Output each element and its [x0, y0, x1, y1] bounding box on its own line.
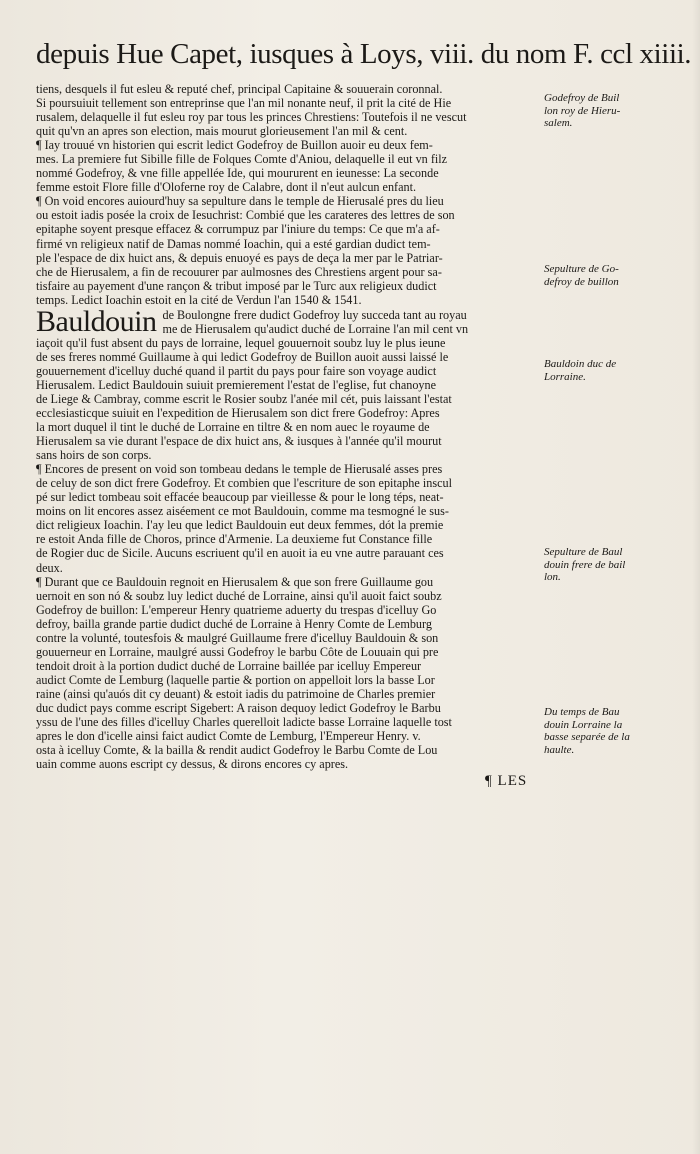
text-line: uernoit en son nó & soubz luy ledict duché de Lorraine, ainsi qu'il auoit faict soubz [36, 588, 442, 603]
text-line: rusalem, delaquelle il fut esleu roy par tous les princes Chrestiens: Toutefois il ne vescut [36, 110, 467, 125]
text-line: gouuerneur en Lorraine, maulgré aussi Godefroy le barbu Côte de Louuain qui pre [36, 644, 439, 659]
text-line: contre la volunté, toutesfois & maulgré Guillaume frere d'icelluy Bauldouin & son [36, 630, 439, 645]
margin-note-basse-lorraine [544, 706, 682, 756]
paragraph-block-1 [36, 82, 540, 307]
text-line: quit qu'vn an apres son election, mais mourut glorieusement l'an mil & cent. [36, 124, 408, 139]
text-line: dict religieux Ioachin. I'ay leu que ledict Bauldouin eut deux femmes, dót la premie [36, 518, 444, 533]
margin-line: lon. [544, 571, 561, 583]
margin-line: Du temps de Bau [544, 706, 620, 718]
margin-line: lon roy de Hieru- [544, 104, 621, 117]
text-line: re estoit Anda fille de Choros, prince d'Armenie. La deuxieme fut Constance fille [36, 532, 433, 547]
catchword: ¶ LES [485, 773, 528, 789]
margin-note-sepulture-godefroy [544, 263, 682, 288]
text-line: mes. La premiere fut Sibille fille de Folques Comte d'Aniou, delaquelle il eut vn filz [36, 152, 448, 167]
bauldouin-heading-line [36, 304, 540, 338]
text-line: uain comme auons escript cy dessus, & dirons encores cy apres. [36, 757, 349, 772]
text-line: sans hoirs de son corps. [36, 448, 152, 463]
text-line: tendoit droit à la portion dudict duché de Lorraine baillée par icelluy Empereur [36, 658, 422, 673]
text-line: moins on lit encores assez aiséement ce mot Bauldouin, comme ma tesmogné le sus- [36, 504, 449, 519]
text-line: me de Hierusalem qu'audict duché de Lorraine l'an mil cent vn [162, 321, 469, 336]
running-head: depuis Hue Capet, iusques à Loys, viii. du nom F. ccl xiiii. [36, 38, 692, 70]
text-line: duc dudict pays comme escript Sigebert: A raison dequoy ledict Godefroy le Barbu [36, 700, 441, 715]
margin-note-sepulture-bauldouin [544, 546, 682, 584]
text-line: ¶ On void encores auiourd'huy sa sepulture dans le temple de Hierusalé pres du lieu [36, 194, 444, 209]
text-line: ¶ Encores de present on void son tombeau dedans le temple de Hierusalé asses pres [36, 462, 443, 477]
text-line: osta à icelluy Comte, & la bailla & rendit audict Godefroy le Barbu Comte de Lou [36, 743, 438, 758]
margin-line: Sepulture de Baul [544, 546, 623, 558]
drop-word: Bauldouin [36, 304, 157, 338]
text-line: ou estoit iadis posée la croix de Iesuchrist: Combié que les carateres des lettres de son [36, 208, 455, 223]
text-line: ecclesiasticque suiuit en l'expedition de Hierusalem son dict frere Godefroy: Apres [36, 405, 440, 420]
text-line: apres le don d'icelle ainsi faict audict Comte de Lemburg, l'Empereur Henry. v. [36, 729, 421, 744]
margin-note-godefroy-roy [544, 92, 682, 130]
margin-line: Lorraine. [544, 370, 586, 383]
text-line: Hierusalem. Ledict Bauldouin suiuit premierement l'estat de l'eglise, fut chanoyne [36, 377, 437, 392]
text-line: de Rogier duc de Sicile. Aucuns escriuent qu'il en auoit ia eu vne autre parauant ces [36, 546, 444, 561]
margin-line: Sepulture de Go- [544, 263, 619, 275]
text-line: de celuy de son dict frere Godefroy. Et combien que l'escriture de son epitaphe inscul [36, 476, 452, 491]
text-line: firmé vn religieux natif de Damas nommé Ioachin, qui a esté gardian dudict tem- [36, 236, 431, 251]
text-line: deux. [36, 560, 63, 575]
text-line: de ses freres nommé Guillaume à qui ledict Godefroy de Buillon auoit aussi laissé le [36, 349, 449, 364]
text-line: temps. Ledict Ioachin estoit en la cité de Verdun l'an 1540 & 1541. [36, 292, 362, 307]
text-line: de Liege & Cambray, comme escrit le Rosier soubz l'anée mil cét, puis laissant l'estat [36, 391, 452, 406]
margin-line: basse separée de la [544, 731, 630, 743]
text-line: ple l'espace de dix huict ans, & depuis enuoyé es pays de deça la mer par le Patriar- [36, 250, 443, 265]
margin-line: Godefroy de Buil [544, 92, 620, 104]
text-line: Si poursuiuit tellement son entreprinse que l'an mil nonante neuf, il prit la cité de Hie [36, 96, 452, 111]
text-line: ¶ Iay trouué vn historien qui escrit ledict Godefroy de Buillon auoir eu deux fem- [36, 138, 433, 153]
text-line: defroy, bailla grande partie dudict duché de Lorraine à Henry Comte de Lemburg [36, 616, 432, 631]
paragraph-block-2 [36, 336, 540, 771]
text-line: de Boulongne frere dudict Godefroy luy succeda tant au royau [162, 307, 467, 322]
text-line: nommé Godefroy, & vne fille appellée Ide, qui moururent en ieunesse: La seconde [36, 166, 439, 181]
margin-line: douin Lorraine la [544, 718, 623, 731]
margin-line: Bauldoin duc de [544, 358, 617, 370]
text-line: femme estoit Flore fille d'Oloferne roy de Calabre, dont il n'eut aulcun enfant. [36, 180, 417, 195]
text-line: Godefroy de buillon: L'empereur Henry quatrieme aduerty du trespas d'icelluy Go [36, 602, 437, 617]
text-line: tisfaire au payement d'une rançon & tribut imposé par le Turc aux religieux dudict [36, 278, 437, 293]
text-line: audict Comte de Lemburg (laquelle partie & portion on appelloit lors la basse Lor [36, 672, 435, 687]
page-fold-shadow [692, 0, 700, 1154]
text-line: iaçoit qu'il fust absent du pays de lorraine, lequel gouuernoit soubz luy le plus ieune [36, 335, 446, 350]
text-line: epitaphe soyent presque effacez & corrumpuz par l'iniure du temps: Ce que m'a af- [36, 222, 440, 237]
text-line: tiens, desquels il fut esleu & reputé chef, principal Capitaine & souuerain coronnal. [36, 82, 443, 96]
text-line: pé sur ledict tombeau soit effacée beaucoup par vieillesse & pour le long téps, neat- [36, 490, 444, 505]
text-line: la mort duquel il tint le duché de Lorraine en tiltre & en nom auec le royaume de [36, 420, 430, 435]
margin-note-bauldoin-duc [544, 358, 682, 383]
text-line: che de Hierusalem, a fin de recouurer par aulmosnes des Chrestiens argent pour sa- [36, 264, 442, 279]
text-line: gouuernement d'icelluy duché quand il partit du pays pour faire son voyage audict [36, 363, 437, 378]
main-text-column [36, 82, 540, 771]
text-line: ¶ Durant que ce Bauldouin regnoit en Hierusalem & que son frere Guillaume gou [36, 574, 434, 589]
margin-line: douin frere de bail [544, 558, 626, 571]
margin-line: defroy de buillon [544, 275, 619, 288]
text-line: Hierusalem sa vie durant l'espace de dix huict ans, & iusques à l'année qu'il mourut [36, 434, 442, 449]
text-line: yssu de l'une des filles d'icelluy Charles querelloit ladicte basse Lorraine laquelle tost [36, 715, 452, 730]
margin-line: salem. [544, 117, 573, 129]
margin-line: haulte. [544, 743, 575, 756]
text-line: raine (ainsi qu'auós dit cy deuant) & estoit iadis du patrimoine de Charles premier [36, 686, 436, 701]
